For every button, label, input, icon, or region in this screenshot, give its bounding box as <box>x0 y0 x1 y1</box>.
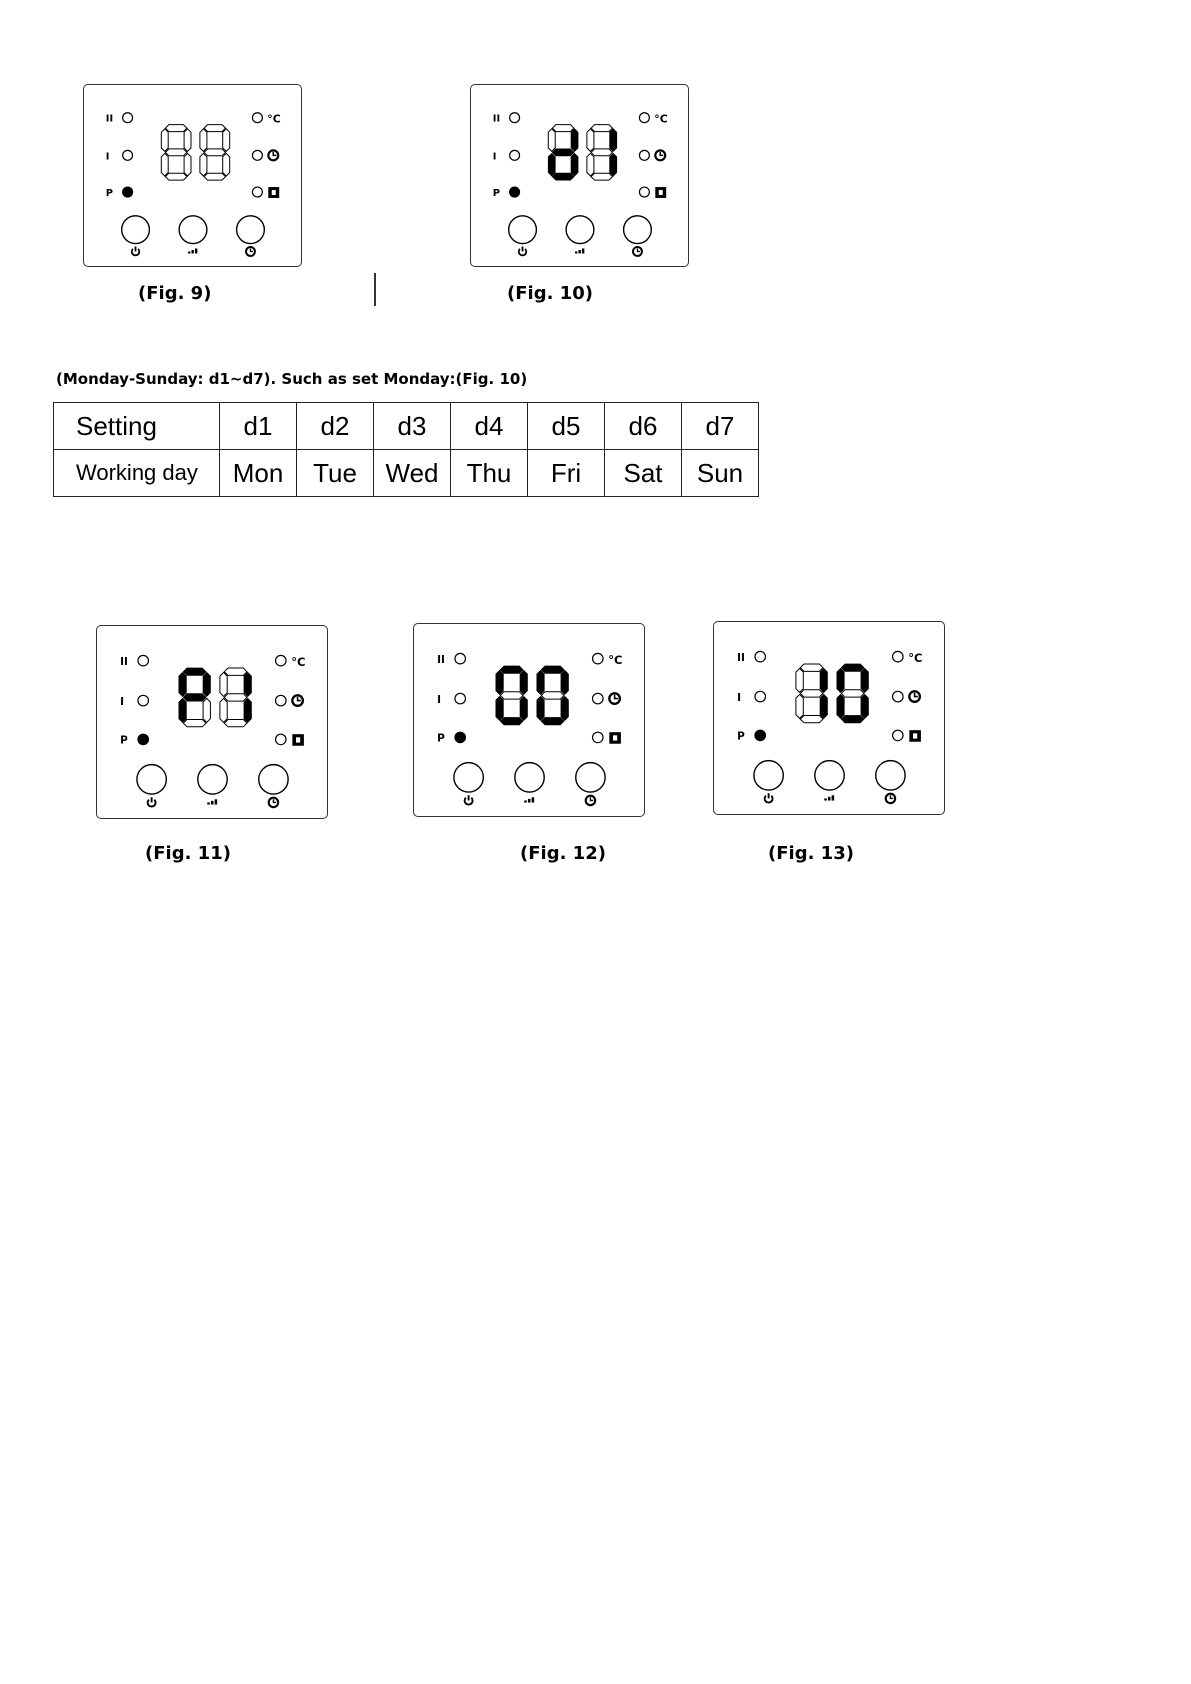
fig9-caption: (Fig. 9) <box>138 283 212 304</box>
digit-2-segment-c <box>223 153 230 176</box>
level-1-indicator-led <box>455 693 466 704</box>
day-indicator-led <box>276 734 287 745</box>
day-indicator-led <box>893 730 904 741</box>
fan-speed-bar-icon <box>215 799 218 804</box>
digit-2-segment-f <box>587 129 594 152</box>
digit-2-segment-f <box>837 668 844 692</box>
digit-2-segment-a <box>224 668 247 675</box>
day-indicator-led <box>593 732 604 743</box>
program-label: P <box>120 734 128 747</box>
day-cell: Fri <box>528 450 605 497</box>
digit-1-segment-d <box>800 716 823 723</box>
digit-2-segment-b <box>561 670 568 694</box>
fan-speed-bar-icon <box>582 248 584 253</box>
fig12-display <box>414 624 644 816</box>
day-setting-table <box>53 402 759 497</box>
day-cell: Wed <box>374 450 451 497</box>
timer-button <box>237 216 265 244</box>
digit-1-segment-e <box>161 153 168 176</box>
digit-2-segment-b <box>610 129 617 152</box>
calendar-icon-window <box>272 190 276 195</box>
timer-button-clock-hand <box>637 248 640 251</box>
day-cell: Sun <box>682 450 759 497</box>
digit-1-segment-c <box>571 153 578 176</box>
digit-1-segment-b <box>203 672 210 696</box>
digit-1-segment-g <box>800 690 823 697</box>
day-cell: Mon <box>220 450 297 497</box>
calendar-icon-window <box>613 735 617 740</box>
fan-speed-bar-icon <box>832 795 835 800</box>
level-2-label: II <box>737 651 745 664</box>
row-label-setting: Setting <box>54 403 220 450</box>
program-indicator-led <box>455 732 466 743</box>
fig11-panel <box>96 625 328 819</box>
level-2-indicator-led <box>455 653 466 664</box>
level-1-label: I <box>492 151 497 163</box>
day-indicator-led <box>252 187 262 197</box>
celsius-icon: °C <box>654 112 668 126</box>
digit-1-segment-d <box>183 720 206 727</box>
digit-2-segment-f <box>220 672 227 696</box>
digit-1-segment-a <box>552 125 574 132</box>
program-indicator-led <box>138 734 149 745</box>
digit-2-segment-a <box>204 125 225 132</box>
celsius-indicator-led <box>639 113 649 123</box>
power-button <box>754 761 783 790</box>
program-label: P <box>492 187 501 199</box>
digit-2-segment-d <box>224 720 247 727</box>
calendar-icon-window <box>913 733 917 738</box>
fig13-display <box>714 622 944 814</box>
timer-indicator-led <box>276 695 287 706</box>
program-label: P <box>437 732 445 745</box>
level-1-indicator-led <box>123 150 133 160</box>
digit-2-segment-e <box>837 694 844 718</box>
fig9-panel <box>83 84 302 267</box>
digit-2-segment-a <box>591 125 612 132</box>
digit-1-segment-b <box>520 670 527 694</box>
digit-2-segment-g <box>591 149 612 156</box>
digit-1-segment-c <box>184 153 191 176</box>
celsius-icon: °C <box>608 652 623 667</box>
power-button <box>454 763 483 792</box>
digit-2-segment-g <box>841 690 864 697</box>
digit-2-segment-f <box>200 129 207 152</box>
digit-2-segment-c <box>244 698 251 722</box>
program-indicator-led <box>123 187 133 197</box>
level-1-indicator-led <box>755 691 766 702</box>
fan-speed-bar-icon <box>192 250 194 253</box>
day-indicator-led <box>639 187 649 197</box>
digit-1-segment-g <box>500 692 523 699</box>
digit-1-segment-a <box>800 664 823 671</box>
fan-speed-button <box>566 216 594 244</box>
level-1-label: I <box>105 151 110 163</box>
fan-speed-bar-icon <box>579 250 581 253</box>
fan-speed-bar-icon <box>207 802 210 804</box>
fan-speed-bar-icon <box>575 251 577 253</box>
level-2-indicator-led <box>123 113 133 123</box>
level-2-label: II <box>120 655 128 668</box>
celsius-icon: °C <box>267 112 281 126</box>
digit-2-segment-b <box>861 668 868 692</box>
fan-speed-button <box>515 763 544 792</box>
digit-2-segment-c <box>610 153 617 176</box>
fig12-panel <box>413 623 645 817</box>
digit-2-segment-e <box>587 153 594 176</box>
timer-indicator-led <box>893 691 904 702</box>
table-row-setting <box>54 403 759 450</box>
digit-1-segment-g <box>165 149 187 156</box>
fig13-caption: (Fig. 13) <box>768 843 854 864</box>
digit-1-segment-d <box>165 173 187 180</box>
digit-1-segment-e <box>496 696 503 720</box>
fig10-display <box>471 85 688 266</box>
digit-1-segment-f <box>496 670 503 694</box>
timer-button-clock-hand <box>590 797 593 800</box>
celsius-icon: °C <box>291 654 306 669</box>
digit-2-segment-d <box>841 716 864 723</box>
setting-cell: d2 <box>297 403 374 450</box>
digit-1-segment-e <box>796 694 803 718</box>
program-label: P <box>737 730 745 743</box>
digit-1-segment-d <box>552 173 574 180</box>
digit-2-segment-d <box>541 718 564 725</box>
level-2-label: II <box>437 653 445 666</box>
timer-button <box>576 763 605 792</box>
table-row-working-day <box>54 450 759 497</box>
fig9-display <box>84 85 301 266</box>
level-2-label: II <box>105 113 114 125</box>
digit-1-segment-a <box>183 668 206 675</box>
fan-speed-button <box>815 761 844 790</box>
divider-line <box>374 273 376 306</box>
timer-button-clock-hand <box>273 799 276 802</box>
level-2-indicator-led <box>138 655 149 666</box>
calendar-icon-window <box>296 737 300 742</box>
digit-2-segment-e <box>200 153 207 176</box>
digit-2-segment-e <box>537 696 544 720</box>
digit-1-segment-g <box>552 149 574 156</box>
instruction-note: (Monday-Sunday: d1~d7). Such as set Monday:(Fig. 10) <box>56 370 528 388</box>
digit-2-segment-b <box>223 129 230 152</box>
celsius-indicator-led <box>252 113 262 123</box>
digit-2-segment-a <box>541 666 564 673</box>
fan-speed-button <box>179 216 207 244</box>
digit-1-segment-c <box>520 696 527 720</box>
digit-1-segment-e <box>548 153 555 176</box>
setting-cell: d7 <box>682 403 759 450</box>
digit-1-segment-b <box>820 668 827 692</box>
fan-speed-button <box>198 765 227 794</box>
fig10-panel <box>470 84 689 267</box>
power-button <box>509 216 537 244</box>
digit-1-segment-f <box>548 129 555 152</box>
celsius-indicator-led <box>893 651 904 662</box>
program-indicator-led <box>755 730 766 741</box>
setting-cell: d1 <box>220 403 297 450</box>
day-cell: Tue <box>297 450 374 497</box>
fan-speed-bar-icon <box>524 800 527 802</box>
fan-speed-bar-icon <box>195 248 197 253</box>
level-1-label: I <box>437 693 442 706</box>
timer-indicator-led <box>593 693 604 704</box>
digit-1-segment-c <box>203 698 210 722</box>
program-indicator-led <box>510 187 520 197</box>
setting-cell: d5 <box>528 403 605 450</box>
timer-button-clock-hand <box>250 248 253 251</box>
timer-button <box>876 761 905 790</box>
fig12-caption: (Fig. 12) <box>520 843 606 864</box>
digit-1-segment-f <box>179 672 186 696</box>
digit-1-segment-g <box>183 694 206 701</box>
celsius-indicator-led <box>593 653 604 664</box>
setting-cell: d6 <box>605 403 682 450</box>
level-1-label: I <box>120 695 125 708</box>
fig13-panel <box>713 621 945 815</box>
digit-1-segment-a <box>500 666 523 673</box>
digit-2-segment-d <box>204 173 225 180</box>
fig10-caption: (Fig. 10) <box>507 283 593 304</box>
level-2-label: II <box>492 113 501 125</box>
fan-speed-bar-icon <box>211 801 214 805</box>
celsius-icon: °C <box>908 650 923 665</box>
digit-1-segment-c <box>820 694 827 718</box>
setting-cell: d4 <box>451 403 528 450</box>
day-cell: Thu <box>451 450 528 497</box>
celsius-indicator-led <box>276 655 287 666</box>
digit-2-segment-g <box>204 149 225 156</box>
power-button <box>137 765 166 794</box>
level-1-indicator-led <box>138 695 149 706</box>
digit-1-segment-b <box>571 129 578 152</box>
program-label: P <box>105 187 114 199</box>
digit-1-segment-d <box>500 718 523 725</box>
fan-speed-bar-icon <box>188 251 190 253</box>
timer-indicator-led <box>639 150 649 160</box>
fan-speed-bar-icon <box>528 799 531 803</box>
calendar-icon-window <box>659 190 663 195</box>
timer-button-clock-hand <box>890 795 893 798</box>
digit-2-segment-c <box>561 696 568 720</box>
digit-1-segment-e <box>179 698 186 722</box>
power-button <box>122 216 150 244</box>
level-2-indicator-led <box>755 651 766 662</box>
digit-1-segment-f <box>161 129 168 152</box>
fan-speed-bar-icon <box>532 797 535 802</box>
row-label-working-day: Working day <box>54 450 220 497</box>
level-2-indicator-led <box>510 113 520 123</box>
digit-2-segment-d <box>591 173 612 180</box>
fan-speed-bar-icon <box>828 797 831 801</box>
timer-indicator-led <box>252 150 262 160</box>
timer-button <box>259 765 288 794</box>
digit-2-segment-b <box>244 672 251 696</box>
setting-cell: d3 <box>374 403 451 450</box>
digit-2-segment-e <box>220 698 227 722</box>
digit-2-segment-c <box>861 694 868 718</box>
day-cell: Sat <box>605 450 682 497</box>
digit-1-segment-a <box>165 125 187 132</box>
digit-2-segment-f <box>537 670 544 694</box>
digit-1-segment-f <box>796 668 803 692</box>
timer-button <box>624 216 652 244</box>
fig11-display <box>97 626 327 818</box>
digit-2-segment-g <box>224 694 247 701</box>
level-1-indicator-led <box>510 150 520 160</box>
fig11-caption: (Fig. 11) <box>145 843 231 864</box>
digit-1-segment-b <box>184 129 191 152</box>
digit-2-segment-a <box>841 664 864 671</box>
fan-speed-bar-icon <box>824 798 827 800</box>
digit-2-segment-g <box>541 692 564 699</box>
level-1-label: I <box>737 691 742 704</box>
